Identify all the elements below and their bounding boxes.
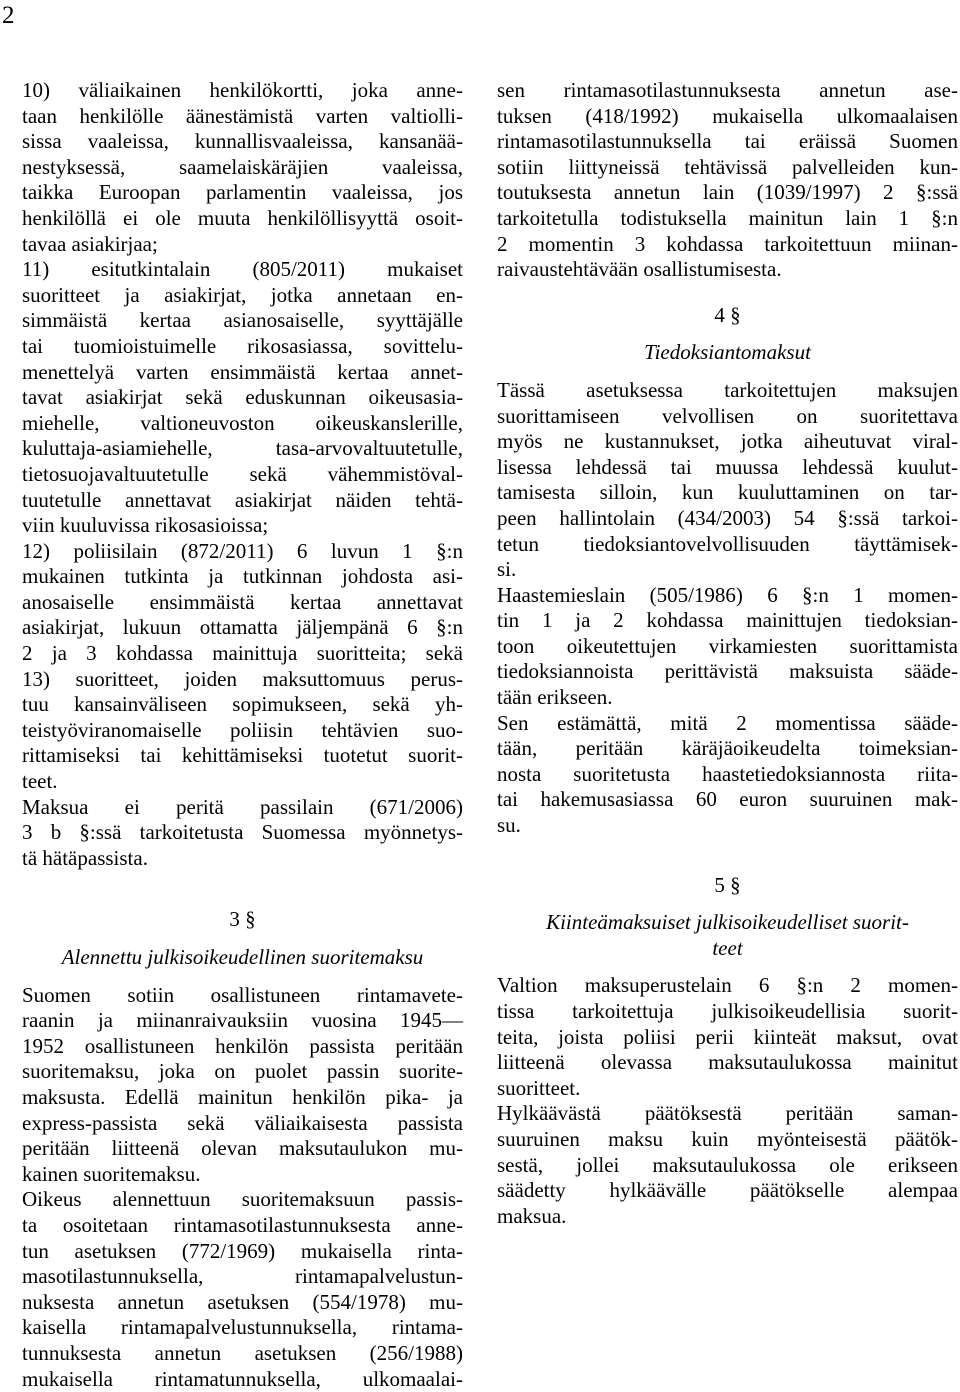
text-line: teet — [712, 935, 743, 960]
text-line: suorittamiseen velvollisen on suoritettava — [497, 403, 958, 428]
text-line: 11) esitutkintalain (805/2011) mukaiset — [22, 257, 463, 282]
text-line: taikka Euroopan parlamentin vaaleissa, jos — [22, 180, 463, 205]
text-line: Sen estämättä, mitä 2 momentissa sääde- — [497, 710, 958, 735]
text-line: 2 ja 3 kohdassa mainittuja suoritteita; sekä — [22, 641, 463, 666]
text-line: nuksesta annetun asetuksen (554/1978) mu- — [22, 1289, 463, 1314]
text-line: 3 b §:ssä tarkoitetusta Suomessa myönnetys- — [22, 820, 463, 845]
text-line: 4 § — [714, 302, 741, 327]
text-line: Suomen sotiin osallistuneen rintamavete- — [22, 982, 463, 1007]
text-line: sotiin liittyneissä tehtävissä palvelleiden kun- — [497, 154, 958, 179]
text-line: rintamasotilastunnuksella tai eräissä Suomen — [497, 129, 958, 154]
text-line: nosta suoritetusta haastetiedoksiannosta riita- — [497, 761, 958, 786]
text-line: tavat asiakirjat sekä eduskunnan oikeusasia- — [22, 385, 463, 410]
text-line: maksusta. Edellä mainitun henkilön pika- ja — [22, 1084, 463, 1109]
text-line: simmäistä kertaa asianosaiselle, syyttäjälle — [22, 308, 463, 333]
text-line: säädetty hylkäävälle päätökselle alempaa — [497, 1178, 958, 1203]
text-line: tietosuojavaltuutetulle sekä vähemmistöval- — [22, 461, 463, 486]
text-line: ta osoitetaan rintamasotilastunnuksesta anne- — [22, 1212, 463, 1237]
text-line: mukaisella rintamatunnuksella, ulkomaalai- — [22, 1366, 463, 1391]
text-line: tamisesta silloin, kun kuuluttaminen on tar- — [497, 480, 958, 505]
text-line: express-passista sekä väliaikaisesta passista — [22, 1110, 463, 1135]
text-line: sissa vaaleissa, kunnallisvaaleissa, kansanää- — [22, 129, 463, 154]
text-line: 5 § — [714, 872, 741, 897]
text-line: tiedoksiannoista perittävistä maksuista sääde- — [497, 659, 958, 684]
text-line: suoritteet ja asiakirjat, jotka annetaan en- — [22, 282, 463, 307]
left-text-column — [22, 78, 463, 1392]
text-line: tunnuksesta annetun asetuksen (256/1988) — [22, 1340, 463, 1365]
text-line: Tässä asetuksessa tarkoitettujen maksujen — [497, 377, 958, 402]
text-line: tä hätäpassista. — [22, 845, 148, 870]
text-line: 1952 osallistuneen henkilön passista peritään — [22, 1033, 463, 1058]
text-line: sestä, jollei maksutaulukossa ole erikseen — [497, 1152, 958, 1177]
text-line: Haastemieslain (505/1986) 6 §:n 1 momen- — [497, 582, 958, 607]
text-line: maksua. — [497, 1203, 567, 1228]
text-line: suuruinen maksu kuin myönteisestä päätök- — [497, 1126, 958, 1151]
text-line: raivaustehtävään osallistumisesta. — [497, 257, 782, 282]
text-line: Valtion maksuperustelain 6 §:n 2 momen- — [497, 973, 958, 998]
text-line: kainen suoritemaksu. — [22, 1161, 201, 1186]
text-line: 2 momentin 3 kohdassa tarkoitettuun miinan- — [497, 231, 958, 256]
text-line: myös ne kustannukset, jotka aiheutuvat viral- — [497, 429, 958, 454]
text-line: kaisella rintamapalvelustunnuksella, rintama- — [22, 1315, 463, 1340]
text-line: viin kuuluvissa rikosasioissa; — [22, 513, 269, 538]
text-line: tun asetuksen (772/1969) mukaisella rinta- — [22, 1238, 463, 1263]
text-line: peritään liitteenä olevan maksutaulukon mu- — [22, 1136, 463, 1161]
text-line: Maksua ei peritä passilain (671/2006) — [22, 794, 463, 819]
text-line: tarkoitetulla todistuksella mainitun lain 1 §:n — [497, 205, 958, 230]
text-line: 10) väliaikainen henkilökortti, joka anne- — [22, 78, 463, 102]
text-line: liitteenä olevassa maksutaulukossa mainitut — [497, 1050, 958, 1075]
text-line: masotilastunnuksella, rintamapalvelustun- — [22, 1264, 463, 1289]
right-text-column — [497, 78, 958, 1229]
text-line: toon oikeutettujen virkamiesten suorittamista — [497, 633, 958, 658]
text-line: suoritemaksu, joka on puolet passin suorite- — [22, 1059, 463, 1084]
text-line: tään, peritään käräjäoikeudelta toimeksian- — [497, 736, 958, 761]
text-line: mukainen tutkinta ja tutkinnan johdosta asi- — [22, 564, 463, 589]
text-line: tuu kansainväliseen sopimukseen, sekä yh- — [22, 692, 463, 717]
text-line: kuluttaja-asiamiehelle, tasa-arvovaltuutetulle, — [22, 436, 463, 461]
text-line: raanin ja miinanraivauksiin vuosina 1945— — [22, 1008, 463, 1033]
text-line: menettelyä varten ensimmäistä kertaa annet- — [22, 359, 463, 384]
text-line: tai tuomioistuimelle rikosasiassa, sovittelu- — [22, 333, 463, 358]
text-line: taan henkilölle äänestämistä varten valtiolli- — [22, 103, 463, 128]
text-line: Oikeus alennettuun suoritemaksuun passis- — [22, 1187, 463, 1212]
text-line: teita, joista poliisi perii kiinteät maksut, ovat — [497, 1024, 958, 1049]
text-line: Hylkäävästä päätöksestä peritään saman- — [497, 1101, 958, 1126]
text-line: toutuksesta annetun lain (1039/1997) 2 §:ssä — [497, 180, 958, 205]
text-line: rittamiseksi tai kehittämiseksi tuotetut suorit- — [22, 743, 463, 768]
text-line: tään erikseen. — [497, 685, 613, 710]
text-line: teistyöviranomaiselle poliisin tehtävien suo- — [22, 717, 463, 742]
text-line: tin 1 ja 2 kohdassa mainittujen tiedoksian- — [497, 608, 958, 633]
text-line: suoritteet. — [497, 1075, 581, 1100]
text-line: tai hakemusasiassa 60 euron suuruinen mak- — [497, 787, 958, 812]
text-line: 12) poliisilain (872/2011) 6 luvun 1 §:n — [22, 538, 463, 563]
text-line: henkilöllä ei ole muuta henkilöllisyyttä osoit- — [22, 205, 463, 230]
text-line: sen rintamasotilastunnuksesta annetun ase- — [497, 78, 958, 102]
text-line: si. — [497, 557, 517, 582]
text-line: Kiinteämaksuiset julkisoikeudelliset suorit- — [546, 910, 909, 935]
text-line: anosaiselle ensimmäistä kertaa annettavat — [22, 589, 463, 614]
text-line: peen hallintolain (434/2003) 54 §:ssä tarkoi- — [497, 505, 958, 530]
text-line: tissa tarkoitettuja julkisoikeudellisia suorit- — [497, 999, 958, 1023]
text-line: nestyksessä, saamelaiskäräjien vaaleissa, — [22, 154, 463, 179]
text-line: tetun tiedoksiantovelvollisuuden täyttämisek- — [497, 531, 958, 556]
text-line: su. — [497, 813, 521, 838]
page-number: 2 — [2, 2, 15, 29]
text-line: 3 § — [229, 907, 256, 932]
text-line: Alennettu julkisoikeudellinen suoritemaksu — [61, 945, 424, 969]
text-line: miehelle, valtioneuvoston oikeuskanslerille, — [22, 410, 463, 435]
text-line: teet. — [22, 769, 58, 794]
text-line: tuutetulle annettavat asiakirjat näiden tehtä- — [22, 487, 463, 512]
text-line: asiakirjat, lukuun ottamatta jäljempänä 6 §:n — [22, 615, 463, 640]
text-line: tavaa asiakirjaa; — [22, 231, 158, 256]
text-line: 13) suoritteet, joiden maksuttomuus perus- — [22, 666, 463, 691]
text-line: Tiedoksiantomaksut — [644, 340, 811, 365]
text-line: tuksen (418/1992) mukaisella ulkomaalaisen — [497, 103, 958, 128]
text-line: lisessa lehdessä tai muussa lehdessä kuulut- — [497, 454, 958, 479]
